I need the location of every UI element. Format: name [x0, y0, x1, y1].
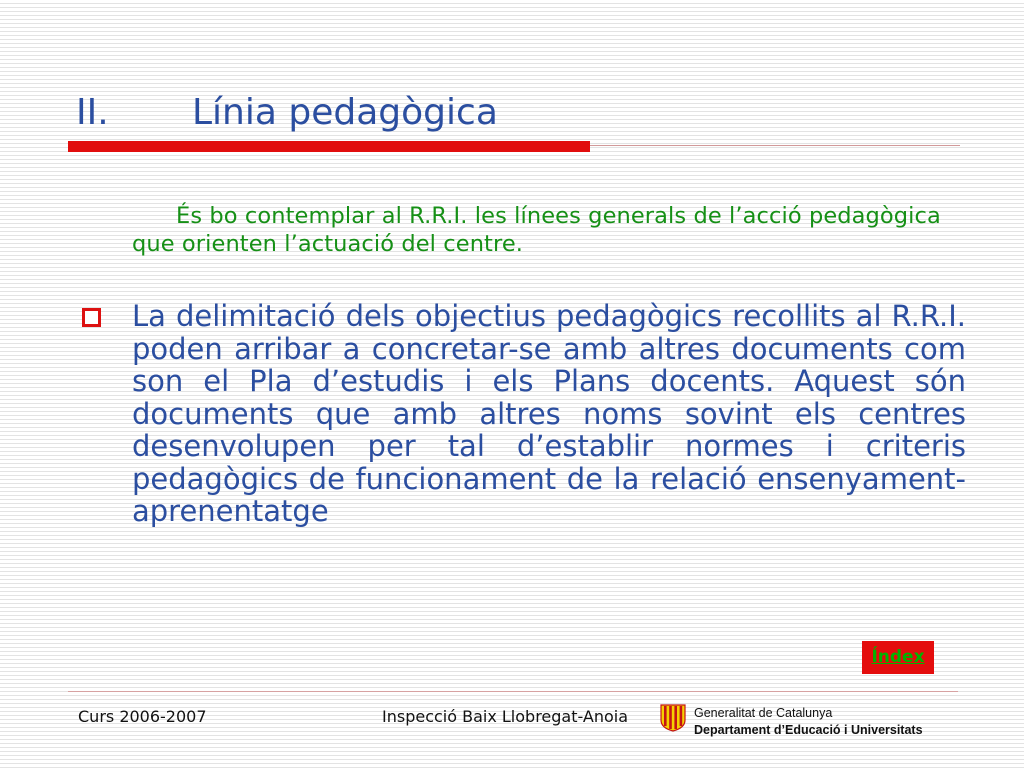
title-underline-thin — [590, 145, 960, 146]
title-text: Línia pedagògica — [192, 92, 498, 133]
footer-divider — [68, 691, 958, 692]
gov-name: Generalitat de Catalunya — [694, 706, 833, 720]
square-bullet-icon — [82, 308, 101, 327]
footer-course: Curs 2006-2007 — [78, 707, 207, 726]
intro-paragraph: És bo contemplar al R.R.I. les línees generals de l’acció pedagògica que orienten l’actuació del centre. — [132, 203, 941, 257]
title-number: II. — [76, 92, 109, 133]
index-link-button[interactable]: Índex — [862, 641, 934, 674]
bullet-paragraph: La delimitació dels objectius pedagògics recollits al R.R.I. poden arribar a concretar-se amb altres documents com son el Pla d’estudis i els Plans docents. Aquest són documents que amb altres noms sovint els centres desenvolupen per tal d’establir normes i criteris pedagògics de funcionament de la relació ensenyament-aprenentatge — [132, 299, 966, 528]
slide-title — [76, 92, 498, 133]
footer-government — [694, 705, 923, 739]
footer-inspection: Inspecció Baix Llobregat-Anoia — [382, 707, 629, 726]
generalitat-logo-icon — [660, 704, 686, 732]
department-name: Departament d’Educació i Universitats — [694, 723, 923, 737]
title-underline-red — [68, 141, 590, 152]
